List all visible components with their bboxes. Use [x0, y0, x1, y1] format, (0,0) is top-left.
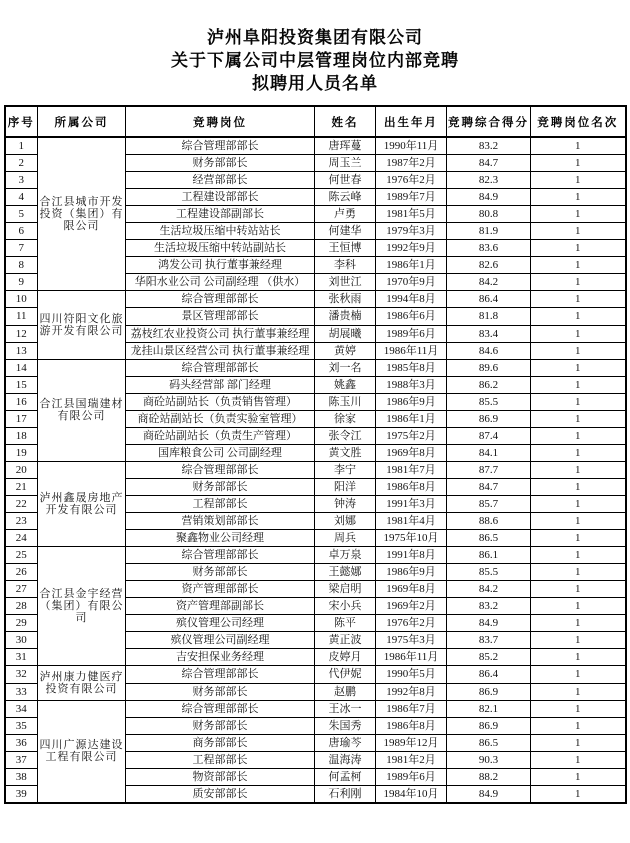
cell-rank: 1 — [531, 427, 626, 444]
cell-serial-number: 24 — [5, 530, 38, 547]
cell-serial-number: 6 — [5, 223, 38, 240]
cell-position: 吉安担保业务经理 — [126, 649, 315, 666]
cell-serial-number: 5 — [5, 206, 38, 223]
cell-serial-number: 33 — [5, 683, 38, 700]
personnel-table — [4, 105, 627, 804]
cell-score: 84.9 — [447, 615, 531, 632]
cell-serial-number: 25 — [5, 547, 38, 564]
cell-birth-date: 1989年6月 — [376, 768, 447, 785]
cell-serial-number: 22 — [5, 495, 38, 512]
cell-rank: 1 — [531, 513, 626, 530]
cell-position: 国库粮食公司 公司副经理 — [126, 444, 315, 461]
cell-position: 财务部部长 — [126, 683, 315, 700]
cell-serial-number: 35 — [5, 717, 38, 734]
cell-birth-date: 1986年9月 — [376, 393, 447, 410]
document-title — [0, 0, 630, 95]
cell-score: 87.7 — [447, 461, 531, 478]
header-rank: 竞聘岗位名次 — [531, 106, 626, 137]
cell-score: 84.6 — [447, 342, 531, 359]
cell-score: 81.9 — [447, 223, 531, 240]
cell-position: 资产管理部部长 — [126, 581, 315, 598]
cell-birth-date: 1970年9月 — [376, 274, 447, 291]
cell-position: 综合管理部部长 — [126, 461, 315, 478]
cell-birth-date: 1987年2月 — [376, 155, 447, 172]
header-position: 竞聘岗位 — [126, 106, 315, 137]
cell-position: 物资部部长 — [126, 768, 315, 785]
cell-name: 温海涛 — [315, 751, 376, 768]
cell-name: 代伊妮 — [315, 666, 376, 683]
cell-company: 四川符阳文化旅游开发有限公司 — [38, 291, 126, 359]
cell-name: 赵鹏 — [315, 683, 376, 700]
cell-serial-number: 20 — [5, 461, 38, 478]
cell-serial-number: 31 — [5, 649, 38, 666]
cell-rank: 1 — [531, 734, 626, 751]
cell-birth-date: 1969年8月 — [376, 444, 447, 461]
cell-serial-number: 26 — [5, 564, 38, 581]
cell-birth-date: 1969年8月 — [376, 581, 447, 598]
cell-score: 85.7 — [447, 495, 531, 512]
cell-birth-date: 1990年11月 — [376, 137, 447, 155]
cell-position: 工程建设部副部长 — [126, 206, 315, 223]
cell-rank: 1 — [531, 649, 626, 666]
cell-serial-number: 11 — [5, 308, 38, 325]
cell-name: 李宁 — [315, 461, 376, 478]
cell-rank: 1 — [531, 444, 626, 461]
cell-serial-number: 28 — [5, 598, 38, 615]
cell-rank: 1 — [531, 155, 626, 172]
cell-position: 综合管理部部长 — [126, 547, 315, 564]
cell-rank: 1 — [531, 530, 626, 547]
cell-serial-number: 15 — [5, 376, 38, 393]
cell-birth-date: 1991年8月 — [376, 547, 447, 564]
cell-rank: 1 — [531, 172, 626, 189]
cell-position: 工程建设部部长 — [126, 189, 315, 206]
cell-rank: 1 — [531, 478, 626, 495]
table-row — [5, 461, 626, 478]
cell-position: 华阳水业公司 公司副经理 （供水） — [126, 274, 315, 291]
cell-score: 88.6 — [447, 513, 531, 530]
cell-position: 商砼站副站长（负责实验室管理） — [126, 410, 315, 427]
cell-birth-date: 1975年3月 — [376, 632, 447, 649]
cell-birth-date: 1992年9月 — [376, 240, 447, 257]
cell-rank: 1 — [531, 564, 626, 581]
cell-position: 经营部部长 — [126, 172, 315, 189]
cell-rank: 1 — [531, 240, 626, 257]
cell-position: 财务部部长 — [126, 155, 315, 172]
cell-name: 徐家 — [315, 410, 376, 427]
cell-rank: 1 — [531, 342, 626, 359]
cell-score: 84.2 — [447, 581, 531, 598]
header-no: 序号 — [5, 106, 38, 137]
cell-name: 何世春 — [315, 172, 376, 189]
cell-position: 商砼站副站长（负责生产管理） — [126, 427, 315, 444]
cell-name: 唐瑜芩 — [315, 734, 376, 751]
cell-score: 86.9 — [447, 410, 531, 427]
cell-serial-number: 27 — [5, 581, 38, 598]
table-header — [5, 106, 626, 137]
cell-position: 综合管理部部长 — [126, 666, 315, 683]
cell-birth-date: 1986年11月 — [376, 342, 447, 359]
cell-name: 黄正波 — [315, 632, 376, 649]
cell-serial-number: 36 — [5, 734, 38, 751]
cell-name: 刘世江 — [315, 274, 376, 291]
title-line-3: 拟聘用人员名单 — [252, 74, 378, 93]
header-row — [5, 106, 626, 137]
cell-position: 殡仪管理公司副经理 — [126, 632, 315, 649]
cell-serial-number: 1 — [5, 137, 38, 155]
cell-birth-date: 1981年7月 — [376, 461, 447, 478]
cell-score: 84.7 — [447, 478, 531, 495]
cell-serial-number: 16 — [5, 393, 38, 410]
cell-birth-date: 1976年2月 — [376, 615, 447, 632]
cell-company: 四川广源达建设工程有限公司 — [38, 700, 126, 803]
cell-birth-date: 1986年1月 — [376, 257, 447, 274]
cell-score: 84.1 — [447, 444, 531, 461]
cell-rank: 1 — [531, 393, 626, 410]
cell-name: 陈玉川 — [315, 393, 376, 410]
cell-birth-date: 1985年8月 — [376, 359, 447, 376]
table-row — [5, 666, 626, 683]
cell-name: 梁启明 — [315, 581, 376, 598]
cell-name: 钟涛 — [315, 495, 376, 512]
table-body — [5, 137, 626, 803]
cell-score: 82.3 — [447, 172, 531, 189]
cell-name: 陈平 — [315, 615, 376, 632]
cell-rank: 1 — [531, 666, 626, 683]
cell-position: 财务部部长 — [126, 478, 315, 495]
cell-position: 营销策划部部长 — [126, 513, 315, 530]
cell-name: 何建华 — [315, 223, 376, 240]
cell-birth-date: 1989年12月 — [376, 734, 447, 751]
cell-birth-date: 1986年6月 — [376, 308, 447, 325]
cell-name: 阳洋 — [315, 478, 376, 495]
cell-serial-number: 18 — [5, 427, 38, 444]
cell-score: 87.4 — [447, 427, 531, 444]
cell-position: 工程部部长 — [126, 751, 315, 768]
cell-position: 商砼站副站长（负责销售管理） — [126, 393, 315, 410]
cell-position: 质安部部长 — [126, 785, 315, 803]
cell-position: 综合管理部部长 — [126, 137, 315, 155]
cell-rank: 1 — [531, 206, 626, 223]
cell-name: 王懿娜 — [315, 564, 376, 581]
cell-serial-number: 32 — [5, 666, 38, 683]
cell-name: 王冰一 — [315, 700, 376, 717]
table-row — [5, 547, 626, 564]
cell-serial-number: 38 — [5, 768, 38, 785]
cell-serial-number: 13 — [5, 342, 38, 359]
cell-rank: 1 — [531, 598, 626, 615]
cell-rank: 1 — [531, 785, 626, 803]
cell-birth-date: 1969年2月 — [376, 598, 447, 615]
cell-score: 83.2 — [447, 137, 531, 155]
cell-birth-date: 1975年2月 — [376, 427, 447, 444]
cell-position: 荔枝红农业投资公司 执行董事兼经理 — [126, 325, 315, 342]
cell-rank: 1 — [531, 495, 626, 512]
cell-company: 合江县城市开发投资（集团）有限公司 — [38, 137, 126, 291]
cell-position: 聚鑫物业公司经理 — [126, 530, 315, 547]
cell-serial-number: 19 — [5, 444, 38, 461]
cell-score: 84.2 — [447, 274, 531, 291]
cell-rank: 1 — [531, 325, 626, 342]
cell-name: 黄婷 — [315, 342, 376, 359]
cell-rank: 1 — [531, 615, 626, 632]
cell-name: 石利刚 — [315, 785, 376, 803]
cell-score: 84.9 — [447, 189, 531, 206]
header-name: 姓名 — [315, 106, 376, 137]
cell-position: 殡仪管理公司经理 — [126, 615, 315, 632]
cell-score: 82.6 — [447, 257, 531, 274]
cell-position: 综合管理部部长 — [126, 359, 315, 376]
header-score: 竞聘综合得分 — [447, 106, 531, 137]
cell-name: 皮婷月 — [315, 649, 376, 666]
cell-score: 86.5 — [447, 734, 531, 751]
cell-serial-number: 37 — [5, 751, 38, 768]
cell-score: 82.1 — [447, 700, 531, 717]
cell-serial-number: 3 — [5, 172, 38, 189]
cell-rank: 1 — [531, 632, 626, 649]
cell-name: 李科 — [315, 257, 376, 274]
cell-company: 泸州鑫晟房地产开发有限公司 — [38, 461, 126, 546]
cell-position: 财务部部长 — [126, 717, 315, 734]
cell-rank: 1 — [531, 768, 626, 785]
cell-name: 姚鑫 — [315, 376, 376, 393]
cell-birth-date: 1994年8月 — [376, 291, 447, 308]
cell-position: 财务部部长 — [126, 564, 315, 581]
header-company: 所属公司 — [38, 106, 126, 137]
cell-birth-date: 1979年3月 — [376, 223, 447, 240]
title-line-1: 泸州阜阳投资集团有限公司 — [207, 28, 423, 47]
cell-rank: 1 — [531, 700, 626, 717]
cell-birth-date: 1989年6月 — [376, 325, 447, 342]
cell-birth-date: 1986年9月 — [376, 564, 447, 581]
cell-score: 83.4 — [447, 325, 531, 342]
cell-birth-date: 1976年2月 — [376, 172, 447, 189]
cell-serial-number: 8 — [5, 257, 38, 274]
cell-serial-number: 2 — [5, 155, 38, 172]
cell-serial-number: 12 — [5, 325, 38, 342]
cell-serial-number: 30 — [5, 632, 38, 649]
cell-score: 83.6 — [447, 240, 531, 257]
cell-birth-date: 1991年3月 — [376, 495, 447, 512]
cell-score: 85.5 — [447, 393, 531, 410]
cell-rank: 1 — [531, 547, 626, 564]
cell-name: 张令江 — [315, 427, 376, 444]
cell-serial-number: 17 — [5, 410, 38, 427]
cell-position: 综合管理部部长 — [126, 700, 315, 717]
cell-score: 85.5 — [447, 564, 531, 581]
cell-score: 86.2 — [447, 376, 531, 393]
title-line-2: 关于下属公司中层管理岗位内部竞聘 — [171, 51, 459, 70]
cell-rank: 1 — [531, 410, 626, 427]
cell-serial-number: 23 — [5, 513, 38, 530]
cell-company: 合江县金宇经营（集团）有限公司 — [38, 547, 126, 666]
cell-name: 卢勇 — [315, 206, 376, 223]
cell-score: 83.2 — [447, 598, 531, 615]
cell-rank: 1 — [531, 189, 626, 206]
cell-name: 王恒博 — [315, 240, 376, 257]
cell-birth-date: 1975年10月 — [376, 530, 447, 547]
cell-serial-number: 14 — [5, 359, 38, 376]
cell-serial-number: 4 — [5, 189, 38, 206]
cell-birth-date: 1986年7月 — [376, 700, 447, 717]
cell-position: 鸿发公司 执行董事兼经理 — [126, 257, 315, 274]
cell-name: 张秋雨 — [315, 291, 376, 308]
cell-company: 泸州康力健医疗投资有限公司 — [38, 666, 126, 700]
table-row — [5, 137, 626, 155]
cell-birth-date: 1986年8月 — [376, 717, 447, 734]
cell-score: 89.6 — [447, 359, 531, 376]
cell-rank: 1 — [531, 717, 626, 734]
cell-name: 何孟柯 — [315, 768, 376, 785]
cell-score: 86.4 — [447, 291, 531, 308]
cell-score: 83.7 — [447, 632, 531, 649]
cell-rank: 1 — [531, 581, 626, 598]
cell-name: 卓万泉 — [315, 547, 376, 564]
cell-serial-number: 21 — [5, 478, 38, 495]
cell-position: 生活垃圾压缩中转站副站长 — [126, 240, 315, 257]
cell-position: 综合管理部部长 — [126, 291, 315, 308]
cell-birth-date: 1986年11月 — [376, 649, 447, 666]
cell-birth-date: 1986年8月 — [376, 478, 447, 495]
cell-company: 合江县国瑞建材有限公司 — [38, 359, 126, 461]
table-row — [5, 359, 626, 376]
cell-rank: 1 — [531, 683, 626, 700]
cell-position: 资产管理部副部长 — [126, 598, 315, 615]
cell-serial-number: 9 — [5, 274, 38, 291]
cell-name: 唐珲蔓 — [315, 137, 376, 155]
cell-name: 陈云峰 — [315, 189, 376, 206]
cell-score: 88.2 — [447, 768, 531, 785]
cell-birth-date: 1984年10月 — [376, 785, 447, 803]
cell-score: 84.7 — [447, 155, 531, 172]
cell-score: 85.2 — [447, 649, 531, 666]
cell-position: 龙挂山景区经营公司 执行董事兼经理 — [126, 342, 315, 359]
cell-name: 周玉兰 — [315, 155, 376, 172]
cell-position: 商务部部长 — [126, 734, 315, 751]
cell-position: 码头经营部 部门经理 — [126, 376, 315, 393]
cell-rank: 1 — [531, 751, 626, 768]
cell-rank: 1 — [531, 274, 626, 291]
cell-score: 86.4 — [447, 666, 531, 683]
cell-birth-date: 1990年5月 — [376, 666, 447, 683]
cell-serial-number: 39 — [5, 785, 38, 803]
cell-rank: 1 — [531, 137, 626, 155]
cell-name: 周兵 — [315, 530, 376, 547]
cell-rank: 1 — [531, 308, 626, 325]
cell-score: 84.9 — [447, 785, 531, 803]
table-row — [5, 291, 626, 308]
cell-rank: 1 — [531, 376, 626, 393]
cell-serial-number: 34 — [5, 700, 38, 717]
cell-rank: 1 — [531, 461, 626, 478]
cell-birth-date: 1988年3月 — [376, 376, 447, 393]
cell-serial-number: 10 — [5, 291, 38, 308]
table-row — [5, 700, 626, 717]
cell-name: 刘娜 — [315, 513, 376, 530]
cell-position: 生活垃圾压缩中转站站长 — [126, 223, 315, 240]
header-birth: 出生年月 — [376, 106, 447, 137]
cell-rank: 1 — [531, 359, 626, 376]
cell-birth-date: 1986年1月 — [376, 410, 447, 427]
cell-serial-number: 29 — [5, 615, 38, 632]
cell-position: 景区管理部部长 — [126, 308, 315, 325]
cell-score: 90.3 — [447, 751, 531, 768]
cell-name: 宋小兵 — [315, 598, 376, 615]
cell-rank: 1 — [531, 257, 626, 274]
cell-birth-date: 1981年4月 — [376, 513, 447, 530]
cell-position: 工程部部长 — [126, 495, 315, 512]
cell-name: 胡展曦 — [315, 325, 376, 342]
cell-score: 81.8 — [447, 308, 531, 325]
cell-birth-date: 1989年7月 — [376, 189, 447, 206]
cell-score: 86.9 — [447, 717, 531, 734]
cell-score: 86.5 — [447, 530, 531, 547]
cell-name: 朱国秀 — [315, 717, 376, 734]
cell-score: 86.9 — [447, 683, 531, 700]
cell-serial-number: 7 — [5, 240, 38, 257]
cell-birth-date: 1992年8月 — [376, 683, 447, 700]
cell-score: 80.8 — [447, 206, 531, 223]
cell-birth-date: 1981年5月 — [376, 206, 447, 223]
cell-name: 刘一名 — [315, 359, 376, 376]
cell-name: 黄文胜 — [315, 444, 376, 461]
cell-score: 86.1 — [447, 547, 531, 564]
cell-birth-date: 1981年2月 — [376, 751, 447, 768]
cell-name: 潘贵楠 — [315, 308, 376, 325]
cell-rank: 1 — [531, 291, 626, 308]
cell-rank: 1 — [531, 223, 626, 240]
